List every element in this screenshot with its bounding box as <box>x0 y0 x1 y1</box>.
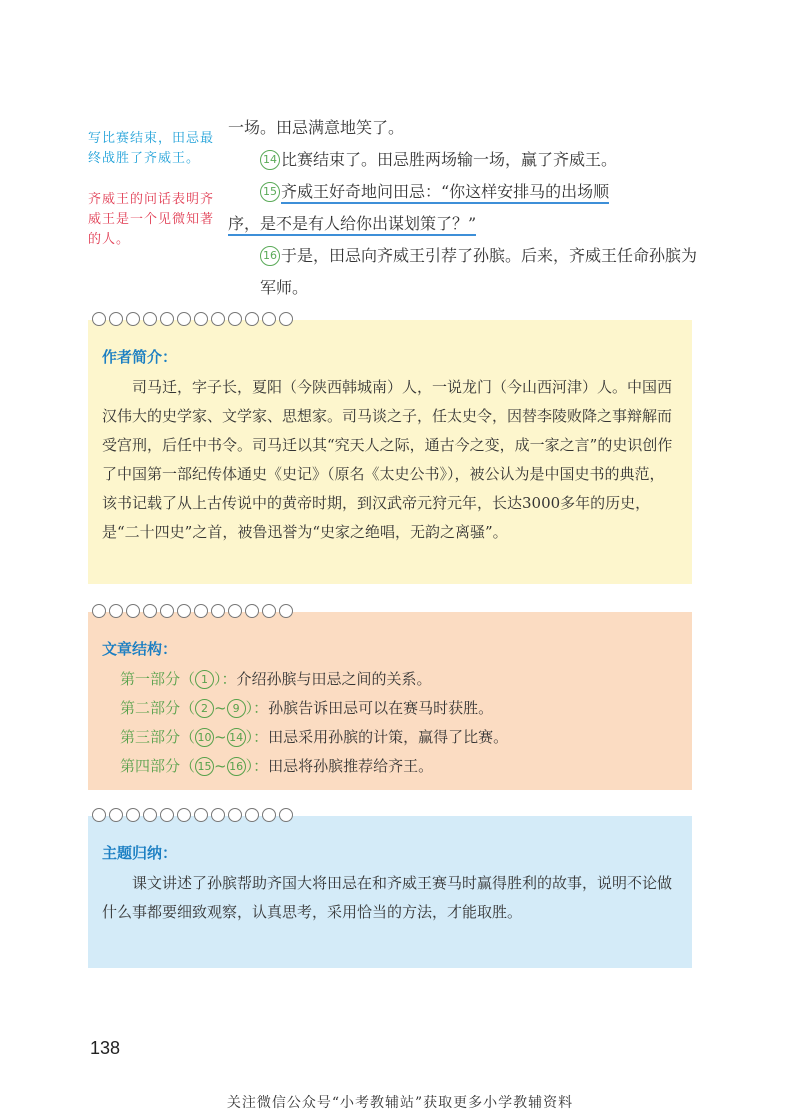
paragraph-15-text-a: 齐威王好奇地问田忌：“你这样安排马的出场顺 <box>281 182 609 204</box>
page-number: 138 <box>90 1038 121 1058</box>
paragraph-number-15: 15 <box>260 182 280 202</box>
paragraph-15-text-b: 序，是不是有人给你出谋划策了？” <box>228 214 476 236</box>
paragraph-number-16: 16 <box>260 246 280 266</box>
paragraph-15-cont <box>228 208 698 240</box>
author-intro-title: 作者简介： <box>102 348 178 366</box>
author-intro-body: 司马迁，字子长，夏阳（今陕西韩城南）人，一说龙门（今山西河津）人。中国西汉伟大的史学家、文学家、思想家。司马谈之子，任太史令，因替李陵败降之事辩解而受宫刑，后任中书令。司马迁以其“究天人之际，通古今之变，成一家之言”的史识创作了中国第一部纪传体通史《史记》（原名《太史公书》），被公认为是中国史书的典范，该书记载了从上古传说中的黄帝时期，到汉武帝元狩元年，长达3000多年的历史，是“二十四史”之首，被鲁迅誉为“史家之绝唱，无韵之离骚”。 <box>102 378 673 541</box>
structure-part-2: 第二部分（ 2 ~ 9 ）：孙膑告诉田忌可以在赛马时获胜。 <box>120 699 494 717</box>
side-note-red: 齐威王的问话表明齐威王是一个见微知著的人。 <box>88 192 215 247</box>
passage-text <box>228 112 698 304</box>
article-structure-box <box>88 612 692 790</box>
paragraph-16-text: 于是，田忌向齐威王引荐了孙膑。后来，齐威王任命孙膑为军师。 <box>260 246 698 297</box>
paragraph-15 <box>228 176 698 208</box>
circled-number: 16 <box>227 757 246 776</box>
paragraph-number-14: 14 <box>260 150 280 170</box>
ring-binder-decoration <box>92 808 296 826</box>
paragraph-14 <box>228 144 698 176</box>
ring-binder-decoration <box>92 312 296 330</box>
circled-number: 9 <box>227 699 246 718</box>
circled-number: 10 <box>195 728 214 747</box>
theme-summary-box <box>88 816 692 968</box>
structure-part-1: 第一部分（ 1 ）：介绍孙膑与田忌之间的关系。 <box>120 670 432 688</box>
circled-number: 1 <box>195 670 214 689</box>
article-structure-title: 文章结构： <box>102 640 178 658</box>
circled-number: 14 <box>227 728 246 747</box>
structure-part-3: 第三部分（ 10 ~ 14 ）：田忌采用孙膑的计策，赢得了比赛。 <box>120 728 509 746</box>
circled-number: 15 <box>195 757 214 776</box>
circled-number: 2 <box>195 699 214 718</box>
paragraph-16 <box>228 240 698 304</box>
ring-binder-decoration <box>92 604 296 622</box>
passage-line-1: 一场。田忌满意地笑了。 <box>228 118 405 137</box>
theme-summary-title: 主题归纳： <box>102 844 178 862</box>
footer-note: 关注微信公众号“小考教辅站”获取更多小学教辅资料 <box>226 1095 574 1111</box>
structure-part-4: 第四部分（ 15 ~ 16 ）：田忌将孙膑推荐给齐王。 <box>120 757 434 775</box>
theme-summary-body: 课文讲述了孙膑帮助齐国大将田忌在和齐威王赛马时赢得胜利的故事，说明不论做什么事都要细致观察，认真思考，采用恰当的方法，才能取胜。 <box>102 874 673 921</box>
author-intro-box <box>88 320 692 584</box>
side-note-blue: 写比赛结束，田忌最终战胜了齐威王。 <box>88 131 215 166</box>
paragraph-14-text: 比赛结束了。田忌胜两场输一场，赢了齐威王。 <box>281 150 618 169</box>
